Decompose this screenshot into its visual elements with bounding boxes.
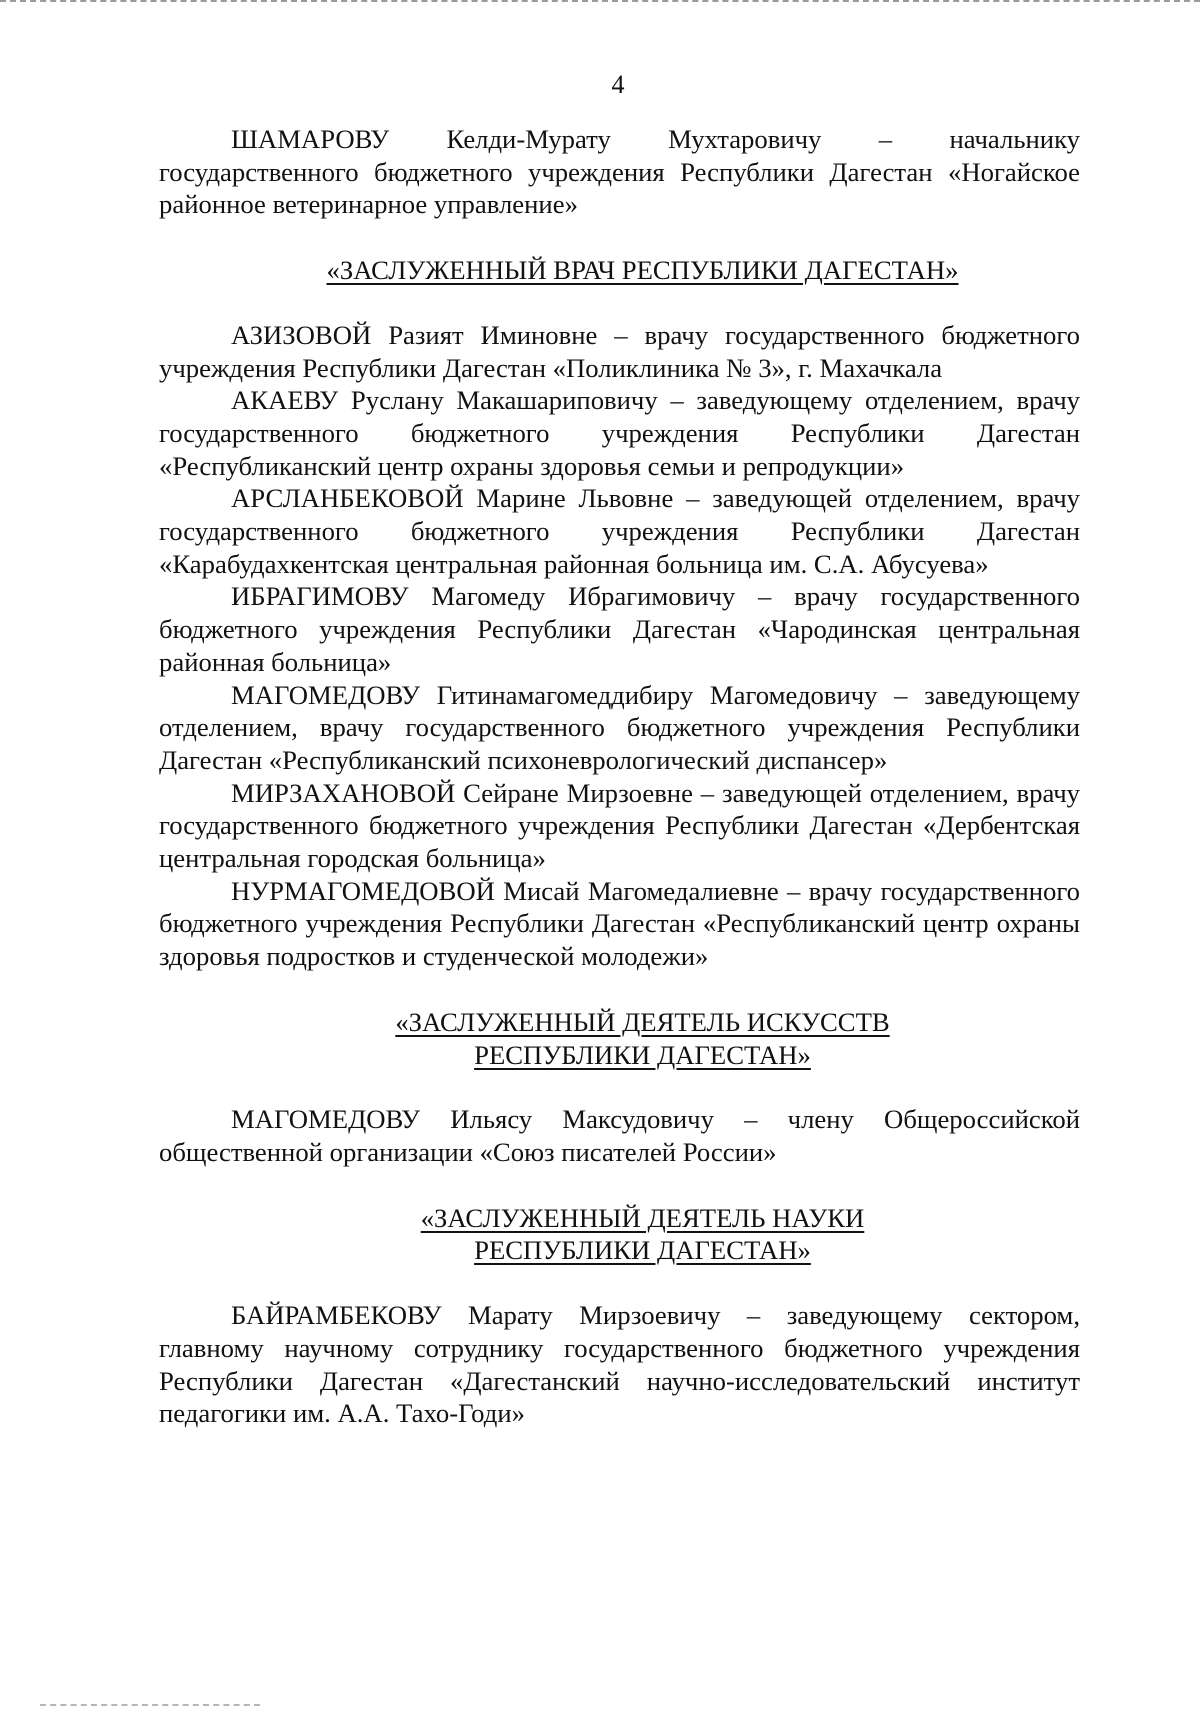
recipient-name: МАГОМЕДОВУ [231,1104,421,1135]
recipient-details: Марату Мирзоевичу – заведующему сектором, главному научному сотруднику государственного бюджетного учреждения Республики Дагестан «Дагестанский научно-исследовательский институт педагогики им. А.А. Тахо-Годи» [159,1300,1080,1429]
section-title-line: «ЗАСЛУЖЕННЫЙ ВРАЧ РЕСПУБЛИКИ ДАГЕСТАН» [326,255,959,286]
section-title [159,1234,1080,1267]
award-entry [159,1299,1080,1430]
recipient-name: БАЙРАМБЕКОВУ [231,1300,442,1331]
award-entry [159,1103,1080,1168]
award-entry [159,875,1080,973]
recipient-details: Разият Иминовне – врачу государственного бюджетного учреждения Республики Дагестан «Поликлиника № 3», г. Махачкала [159,319,1081,383]
award-entry [159,123,1080,221]
recipient-details: Магомеду Ибрагимовичу – врачу государственного бюджетного учреждения Республики Дагестан «Чародинская центральная районная больница» [159,581,1080,677]
recipient-name: АРСЛАНБЕКОВОЙ [231,483,464,514]
award-entry [159,679,1080,777]
section-title-line: РЕСПУБЛИКИ ДАГЕСТАН» [474,1235,811,1266]
recipient-details: Гитинамагомеддибиру Магомедовичу – заведующему отделением, врачу государственного бюджетного учреждения Республики Дагестан «Республиканский психоневрологический диспансер» [159,679,1081,775]
recipient-details: Руслану Макашариповичу – заведующему отделением, врачу государственного бюджетного учреждения Республики Дагестан «Республиканский центр охраны здоровья семьи и репродукции» [159,385,1080,481]
scan-top-edge [0,0,1200,2]
recipient-name: ИБРАГИМОВУ [231,581,409,612]
recipient-details: Мисай Магомедалиевне – врачу государственного бюджетного учреждения Республики Дагестан «Республиканский центр охраны здоровья подростков и студенческой молодежи» [159,875,1081,972]
section-title-line: РЕСПУБЛИКИ ДАГЕСТАН» [474,1039,811,1070]
award-entry [159,319,1080,384]
recipient-name: АКАЕВУ [231,385,339,416]
section-title [159,1006,1080,1039]
recipient-name: АЗИЗОВОЙ [231,319,372,350]
award-entry [159,777,1080,875]
section-title-line: «ЗАСЛУЖЕННЫЙ ДЕЯТЕЛЬ НАУКИ [420,1202,865,1233]
section-title [159,1202,1080,1235]
recipient-name: ШАМАРОВУ [231,124,390,154]
recipient-details: Ильясу Максудовичу – члену Общероссийской общественной организации «Союз писателей России» [159,1104,1080,1167]
section-title [159,254,1080,287]
recipient-name: МИРЗАХАНОВОЙ [231,777,456,808]
award-entry [159,384,1080,482]
award-entry [159,580,1080,678]
section-title-line: «ЗАСЛУЖЕННЫЙ ДЕЯТЕЛЬ ИСКУССТВ [395,1006,890,1037]
recipient-name: МАГОМЕДОВУ [231,679,421,710]
award-entry [159,482,1080,580]
document-body [159,123,1080,1430]
recipient-details: Сейране Мирзоевне – заведующей отделением, врачу государственного бюджетного учреждения Республики Дагестан «Дербентская центральная городская больница» [159,777,1080,874]
scan-bottom-edge [40,1704,260,1706]
recipient-name: НУРМАГОМЕДОВОЙ [231,875,495,906]
section-title [159,1039,1080,1072]
recipient-details: Марине Львовне – заведующей отделением, врачу государственного бюджетного учреждения Республики Дагестан «Карабудахкентская центральная районная больница им. С.А. Абусуева» [159,483,1081,579]
recipient-details: Келди-Мурату Мухтаровичу – начальнику государственного бюджетного учреждения Республики Дагестан «Ногайское районное ветеринарное управление» [159,124,1080,220]
page-number: 4 [611,70,625,99]
